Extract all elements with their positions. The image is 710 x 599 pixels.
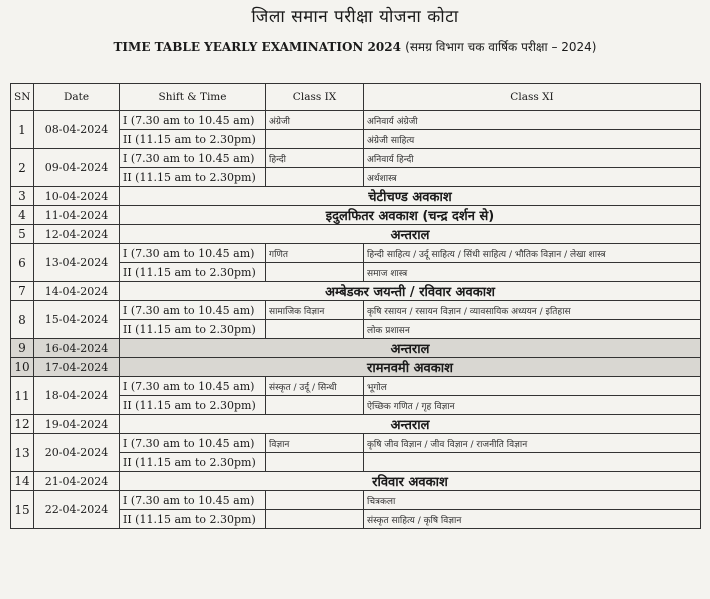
shift-2-label: II (11.15 am to 2.30pm) xyxy=(120,168,266,187)
class9-shift2-subject xyxy=(266,320,364,339)
col-class9-header: Class IX xyxy=(266,84,364,111)
row-sn: 5 xyxy=(11,225,34,244)
table-row xyxy=(11,491,701,510)
row-sn: 8 xyxy=(11,301,34,339)
row-date: 09-04-2024 xyxy=(34,149,120,187)
table-row xyxy=(11,301,701,320)
subtitle-english: TIME TABLE YEARLY EXAMINATION 2024 xyxy=(113,40,401,54)
timetable-body xyxy=(11,111,701,529)
class11-shift1-subject: कृषि जीव विज्ञान / जीव विज्ञान / राजनीति विज्ञान xyxy=(364,434,701,453)
class11-shift1-subject: हिन्दी साहित्य / उर्दू साहित्य / सिंधी साहित्य / भौतिक विज्ञान / लेखा शास्त्र xyxy=(364,244,701,263)
col-sn-header: SN xyxy=(11,84,34,111)
table-row xyxy=(11,434,701,453)
class11-shift2-subject: लोक प्रशासन xyxy=(364,320,701,339)
row-date: 19-04-2024 xyxy=(34,415,120,434)
table-row-holiday xyxy=(11,472,701,491)
class11-shift1-subject: अनिवार्य हिन्दी xyxy=(364,149,701,168)
class9-shift1-subject: सामाजिक विज्ञान xyxy=(266,301,364,320)
shift-1-label: I (7.30 am to 10.45 am) xyxy=(120,149,266,168)
row-date: 18-04-2024 xyxy=(34,377,120,415)
row-date: 20-04-2024 xyxy=(34,434,120,472)
shift-2-label: II (11.15 am to 2.30pm) xyxy=(120,396,266,415)
table-header-row xyxy=(11,84,701,111)
shift-2-label: II (11.15 am to 2.30pm) xyxy=(120,263,266,282)
class11-shift2-subject: समाज शास्त्र xyxy=(364,263,701,282)
table-row-holiday xyxy=(11,187,701,206)
shift-2-label: II (11.15 am to 2.30pm) xyxy=(120,510,266,529)
row-date: 22-04-2024 xyxy=(34,491,120,529)
row-sn: 2 xyxy=(11,149,34,187)
row-sn: 4 xyxy=(11,206,34,225)
row-sn: 12 xyxy=(11,415,34,434)
table-row-holiday xyxy=(11,282,701,301)
page-title: जिला समान परीक्षा योजना कोटा xyxy=(251,7,459,27)
row-date: 08-04-2024 xyxy=(34,111,120,149)
row-date: 13-04-2024 xyxy=(34,244,120,282)
row-sn: 3 xyxy=(11,187,34,206)
class11-shift1-subject: अनिवार्य अंग्रेजी xyxy=(364,111,701,130)
table-row-holiday xyxy=(11,358,701,377)
class11-shift1-subject: चित्रकला xyxy=(364,491,701,510)
shift-1-label: I (7.30 am to 10.45 am) xyxy=(120,377,266,396)
row-date: 17-04-2024 xyxy=(34,358,120,377)
table-row-holiday xyxy=(11,415,701,434)
col-class11-header: Class XI xyxy=(364,84,701,111)
class9-shift1-subject: गणित xyxy=(266,244,364,263)
holiday-label: अन्तराल xyxy=(120,339,701,358)
page-subtitle xyxy=(0,38,710,55)
row-sn: 9 xyxy=(11,339,34,358)
class9-shift2-subject xyxy=(266,263,364,282)
class9-shift1-subject: विज्ञान xyxy=(266,434,364,453)
subtitle-hindi: (समग्र विभाग चक वार्षिक परीक्षा – 2024) xyxy=(405,40,597,54)
class9-shift2-subject xyxy=(266,168,364,187)
row-sn: 14 xyxy=(11,472,34,491)
holiday-label: अम्बेडकर जयन्ती / रविवार अवकाश xyxy=(120,282,701,301)
table-row xyxy=(11,377,701,396)
class11-shift2-subject: अर्थशास्त्र xyxy=(364,168,701,187)
row-date: 10-04-2024 xyxy=(34,187,120,206)
shift-2-label: II (11.15 am to 2.30pm) xyxy=(120,320,266,339)
class9-shift2-subject xyxy=(266,130,364,149)
holiday-label: चेटीचण्ड अवकाश xyxy=(120,187,701,206)
row-sn: 10 xyxy=(11,358,34,377)
class9-shift1-subject: संस्कृत / उर्दू / सिन्धी xyxy=(266,377,364,396)
class11-shift1-subject: कृषि रसायन / रसायन विज्ञान / व्यावसायिक अध्ययन / इतिहास xyxy=(364,301,701,320)
row-sn: 11 xyxy=(11,377,34,415)
table-row xyxy=(11,149,701,168)
row-date: 16-04-2024 xyxy=(34,339,120,358)
table-row xyxy=(11,111,701,130)
shift-1-label: I (7.30 am to 10.45 am) xyxy=(120,301,266,320)
class9-shift2-subject xyxy=(266,510,364,529)
shift-2-label: II (11.15 am to 2.30pm) xyxy=(120,453,266,472)
class9-shift2-subject xyxy=(266,453,364,472)
class11-shift2-subject: संस्कृत साहित्य / कृषि विज्ञान xyxy=(364,510,701,529)
row-sn: 15 xyxy=(11,491,34,529)
col-shift-header: Shift & Time xyxy=(120,84,266,111)
class11-shift2-subject: अंग्रेजी साहित्य xyxy=(364,130,701,149)
class11-shift2-subject: ऐच्छिक गणित / गृह विज्ञान xyxy=(364,396,701,415)
holiday-label: रामनवमी अवकाश xyxy=(120,358,701,377)
class9-shift1-subject: हिन्दी xyxy=(266,149,364,168)
class9-shift2-subject xyxy=(266,396,364,415)
col-date-header: Date xyxy=(34,84,120,111)
class9-shift1-subject xyxy=(266,491,364,510)
row-sn: 1 xyxy=(11,111,34,149)
shift-1-label: I (7.30 am to 10.45 am) xyxy=(120,111,266,130)
class11-shift1-subject: भूगोल xyxy=(364,377,701,396)
row-date: 21-04-2024 xyxy=(34,472,120,491)
shift-1-label: I (7.30 am to 10.45 am) xyxy=(120,244,266,263)
row-sn: 6 xyxy=(11,244,34,282)
shift-2-label: II (11.15 am to 2.30pm) xyxy=(120,130,266,149)
row-sn: 7 xyxy=(11,282,34,301)
holiday-label: अन्तराल xyxy=(120,225,701,244)
row-date: 14-04-2024 xyxy=(34,282,120,301)
table-row xyxy=(11,244,701,263)
timetable xyxy=(10,83,701,529)
row-date: 12-04-2024 xyxy=(34,225,120,244)
shift-1-label: I (7.30 am to 10.45 am) xyxy=(120,491,266,510)
holiday-label: रविवार अवकाश xyxy=(120,472,701,491)
row-date: 15-04-2024 xyxy=(34,301,120,339)
class11-shift2-subject xyxy=(364,453,701,472)
row-sn: 13 xyxy=(11,434,34,472)
table-row-holiday xyxy=(11,206,701,225)
table-row-holiday xyxy=(11,225,701,244)
row-date: 11-04-2024 xyxy=(34,206,120,225)
holiday-label: अन्तराल xyxy=(120,415,701,434)
class9-shift1-subject: अंग्रेजी xyxy=(266,111,364,130)
shift-1-label: I (7.30 am to 10.45 am) xyxy=(120,434,266,453)
table-row-holiday xyxy=(11,339,701,358)
holiday-label: इदुलफितर अवकाश (चन्द्र दर्शन से) xyxy=(120,206,701,225)
